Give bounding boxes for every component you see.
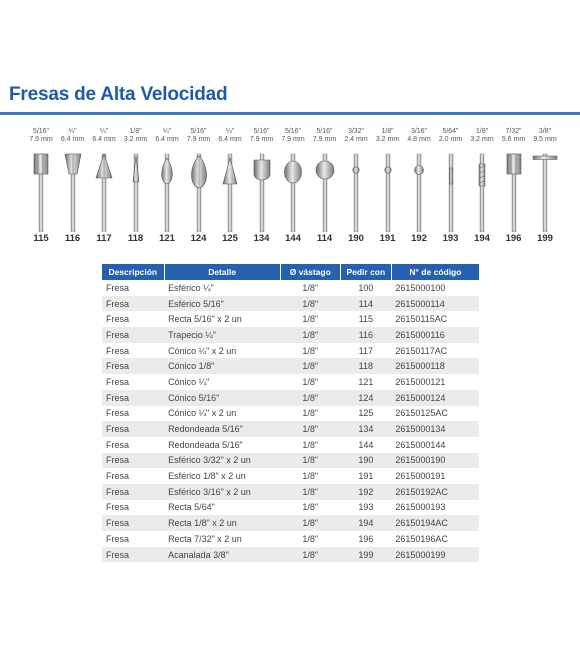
title-underline — [0, 112, 580, 115]
bit-code-label: 190 — [348, 233, 364, 244]
order-cell: 190 — [340, 453, 391, 469]
code-cell: 2615000144 — [395, 439, 446, 450]
bit-mm-label: 5.6 mm — [501, 136, 526, 143]
bit-code-label: 134 — [253, 233, 270, 244]
code-cell: 26150115AC — [395, 314, 448, 325]
order-cell: 121 — [358, 376, 374, 387]
detail-cell: Recta 5/64" — [168, 502, 215, 513]
order-cell: 191 — [358, 471, 374, 482]
table-row — [102, 531, 479, 547]
bit-code-label: 117 — [96, 233, 112, 244]
detail-cell: Cónico ¼" x 2 un — [168, 408, 237, 419]
bit-mm-label: 7.9 mm — [281, 136, 305, 143]
description-cell: Fresa — [106, 471, 130, 482]
bit-199 — [525, 128, 565, 244]
table-row — [102, 421, 479, 437]
order-cell: 194 — [340, 515, 391, 531]
bit-size-label: ¼" — [99, 128, 109, 135]
description-cell: Fresa — [102, 484, 164, 500]
table-row — [102, 343, 479, 359]
code-cell: 2615000118 — [391, 358, 479, 374]
order-cell: 116 — [340, 327, 391, 343]
bit-code-label: 191 — [379, 233, 396, 244]
order-cell: 114 — [340, 296, 391, 312]
code-cell: 2615000121 — [395, 376, 446, 387]
code-cell: 26150196AC — [395, 533, 448, 544]
description-cell: Fresa — [106, 533, 130, 544]
order-cell: 118 — [340, 358, 391, 374]
bit-size-label: ¼" — [225, 128, 235, 135]
code-cell: 26150117AC — [395, 345, 448, 356]
detail-cell: Esférico 1/8" x 2 un — [168, 471, 246, 482]
detail-cell: Cónico ¼" x 2 un — [168, 345, 237, 356]
bit-gallery — [25, 128, 565, 248]
shank-cell: 1/8" — [302, 533, 319, 544]
bit-code-label: 114 — [316, 233, 333, 244]
bit-code-label: 192 — [411, 233, 427, 244]
order-cell: 124 — [340, 390, 391, 406]
column-header-code: N° de código — [391, 264, 479, 280]
bit-code-label: 115 — [33, 233, 49, 244]
table-row — [102, 390, 479, 406]
bit-mm-label: 6.4 mm — [155, 136, 179, 143]
description-cell: Fresa — [102, 515, 164, 531]
bit-mm-label: 2.0 mm — [438, 136, 463, 143]
description-cell: Fresa — [102, 296, 164, 312]
bit-illustration-icon — [525, 146, 565, 232]
code-cell: 2615000199 — [391, 547, 479, 563]
product-table — [102, 264, 479, 562]
detail-cell: Esférico 5/16" — [164, 296, 280, 312]
code-cell: 26150194AC — [391, 515, 479, 531]
bit-code-label: 124 — [190, 233, 207, 244]
bit-mm-label: 3.2 mm — [123, 136, 148, 143]
bit-code-label: 118 — [127, 233, 144, 244]
description-cell: Fresa — [106, 376, 130, 387]
description-cell: Fresa — [102, 453, 164, 469]
bit-code-label: 121 — [159, 233, 175, 244]
table-row — [102, 437, 479, 453]
bit-mm-label: 9.5 mm — [533, 136, 557, 143]
bit-mm-label: 3.2 mm — [375, 136, 400, 143]
order-cell: 193 — [358, 502, 374, 513]
page-title: Fresas de Alta Velocidad — [9, 84, 228, 105]
table-row — [102, 515, 479, 531]
table-row — [102, 547, 479, 563]
shank-cell: 1/8" — [280, 358, 340, 374]
bit-size-label: 5/16" — [253, 128, 270, 135]
column-header-order: Pedir con — [340, 264, 391, 280]
bit-size-label: 1/8" — [475, 128, 489, 135]
bit-code-label: 199 — [537, 233, 553, 244]
column-header-description: Descripción — [102, 264, 164, 280]
detail-cell: Cónico 1/8" — [164, 358, 280, 374]
shank-cell: 1/8" — [280, 327, 340, 343]
bit-mm-label: 2.4 mm — [344, 136, 368, 143]
column-header-shank: Ø vástago — [280, 264, 340, 280]
bit-code-label: 144 — [285, 233, 301, 244]
bit-mm-label: 7.9 mm — [186, 136, 211, 143]
table-row — [102, 500, 479, 516]
table-row — [102, 311, 479, 327]
order-cell: 117 — [358, 345, 373, 356]
shank-cell: 1/8" — [302, 314, 319, 325]
table-row — [102, 327, 479, 343]
detail-cell: Esférico ¼" — [168, 282, 214, 293]
description-cell: Fresa — [106, 439, 130, 450]
description-cell: Fresa — [102, 327, 164, 343]
shank-cell: 1/8" — [280, 515, 340, 531]
bit-code-label: 196 — [505, 233, 522, 244]
description-cell: Fresa — [102, 390, 164, 406]
description-cell: Fresa — [106, 282, 130, 293]
detail-cell: Recta 1/8" x 2 un — [164, 515, 280, 531]
table-row — [102, 468, 479, 484]
bit-size-label: 3/8" — [538, 128, 552, 135]
bit-size-label: 5/64" — [442, 128, 459, 135]
detail-cell: Trapecio ¼" — [164, 327, 280, 343]
bit-size-label: 7/32" — [505, 128, 522, 135]
order-cell: 134 — [340, 421, 391, 437]
description-cell: Fresa — [106, 314, 130, 325]
table-row — [102, 358, 479, 374]
table-row — [102, 374, 479, 390]
detail-cell: Redondeada 5/16" — [164, 421, 280, 437]
description-cell: Fresa — [106, 408, 130, 419]
shank-cell: 1/8" — [302, 471, 319, 482]
description-cell: Fresa — [102, 358, 164, 374]
shank-cell: 1/8" — [280, 453, 340, 469]
bit-size-label: ¼" — [68, 128, 77, 135]
detail-cell: Esférico 3/16" x 2 un — [164, 484, 280, 500]
order-cell: 192 — [340, 484, 391, 500]
bit-size-label: 5/16" — [190, 128, 207, 135]
column-header-detail: Detalle — [164, 264, 280, 280]
detail-cell: Cónico 5/16" — [164, 390, 280, 406]
shank-cell: 1/8" — [302, 345, 319, 356]
bit-code-label: 116 — [64, 233, 81, 244]
shank-cell: 1/8" — [302, 376, 319, 387]
bit-mm-label: 7.9 mm — [312, 136, 337, 143]
bit-size-label: 5/16" — [316, 128, 333, 135]
detail-cell: Recta 7/32" x 2 un — [168, 533, 242, 544]
bit-size-label: 1/8" — [381, 128, 394, 135]
shank-cell: 1/8" — [280, 547, 340, 563]
shank-cell: 1/8" — [302, 439, 319, 450]
order-cell: 144 — [358, 439, 374, 450]
shank-cell: 1/8" — [302, 282, 319, 293]
bit-code-label: 194 — [474, 233, 490, 244]
code-cell: 2615000134 — [391, 421, 479, 437]
code-cell: 2615000114 — [391, 296, 479, 312]
code-cell: 2615000124 — [391, 390, 479, 406]
bit-code-label: 125 — [222, 233, 238, 244]
detail-cell: Esférico 3/32" x 2 un — [164, 453, 280, 469]
bit-size-label: 5/16" — [284, 128, 302, 135]
code-cell: 2615000116 — [391, 327, 479, 343]
detail-cell: Cónico ¼" — [168, 376, 210, 387]
order-cell: 115 — [358, 314, 373, 325]
bit-mm-label: 6.4 mm — [60, 136, 85, 143]
description-cell: Fresa — [102, 421, 164, 437]
bit-size-label: 5/16" — [32, 128, 50, 135]
description-cell: Fresa — [106, 345, 130, 356]
shank-cell: 1/8" — [302, 408, 319, 419]
order-cell: 199 — [340, 547, 391, 563]
table-row — [102, 296, 479, 312]
bit-size-label: ¼" — [162, 128, 172, 135]
description-cell: Fresa — [102, 547, 164, 563]
detail-cell: Acanalada 3/8" — [164, 547, 280, 563]
bit-size-label: 1/8" — [129, 128, 142, 135]
code-cell: 2615000100 — [395, 282, 446, 293]
table-row — [102, 453, 479, 469]
bit-code-label: 193 — [442, 233, 459, 244]
shank-cell: 1/8" — [280, 390, 340, 406]
code-cell: 26150125AC — [395, 408, 448, 419]
bit-size-label: 3/32" — [347, 128, 365, 135]
bit-mm-label: 3.2 mm — [470, 136, 494, 143]
bit-mm-label: 7.9 mm — [249, 136, 274, 143]
table-row — [102, 484, 479, 500]
code-cell: 26150192AC — [391, 484, 479, 500]
shank-cell: 1/8" — [280, 484, 340, 500]
detail-cell: Redondeada 5/16" — [168, 439, 243, 450]
shank-cell: 1/8" — [280, 421, 340, 437]
code-cell: 2615000193 — [395, 502, 446, 513]
bit-mm-label: 6.4 mm — [218, 136, 242, 143]
code-cell: 2615000190 — [391, 453, 479, 469]
table-header-row — [102, 264, 479, 280]
shank-cell: 1/8" — [280, 296, 340, 312]
table-row — [102, 280, 479, 296]
bit-size-label: 3/16" — [410, 128, 428, 135]
description-cell: Fresa — [106, 502, 130, 513]
shank-cell: 1/8" — [302, 502, 319, 513]
table-row — [102, 406, 479, 422]
code-cell: 2615000191 — [395, 471, 446, 482]
bit-mm-label: 6.4 mm — [92, 136, 116, 143]
order-cell: 100 — [358, 282, 374, 293]
order-cell: 196 — [358, 533, 374, 544]
bit-mm-label: 7.9 mm — [29, 136, 53, 143]
bit-mm-label: 4.8 mm — [407, 136, 431, 143]
detail-cell: Recta 5/16" x 2 un — [168, 314, 242, 325]
order-cell: 125 — [358, 408, 374, 419]
